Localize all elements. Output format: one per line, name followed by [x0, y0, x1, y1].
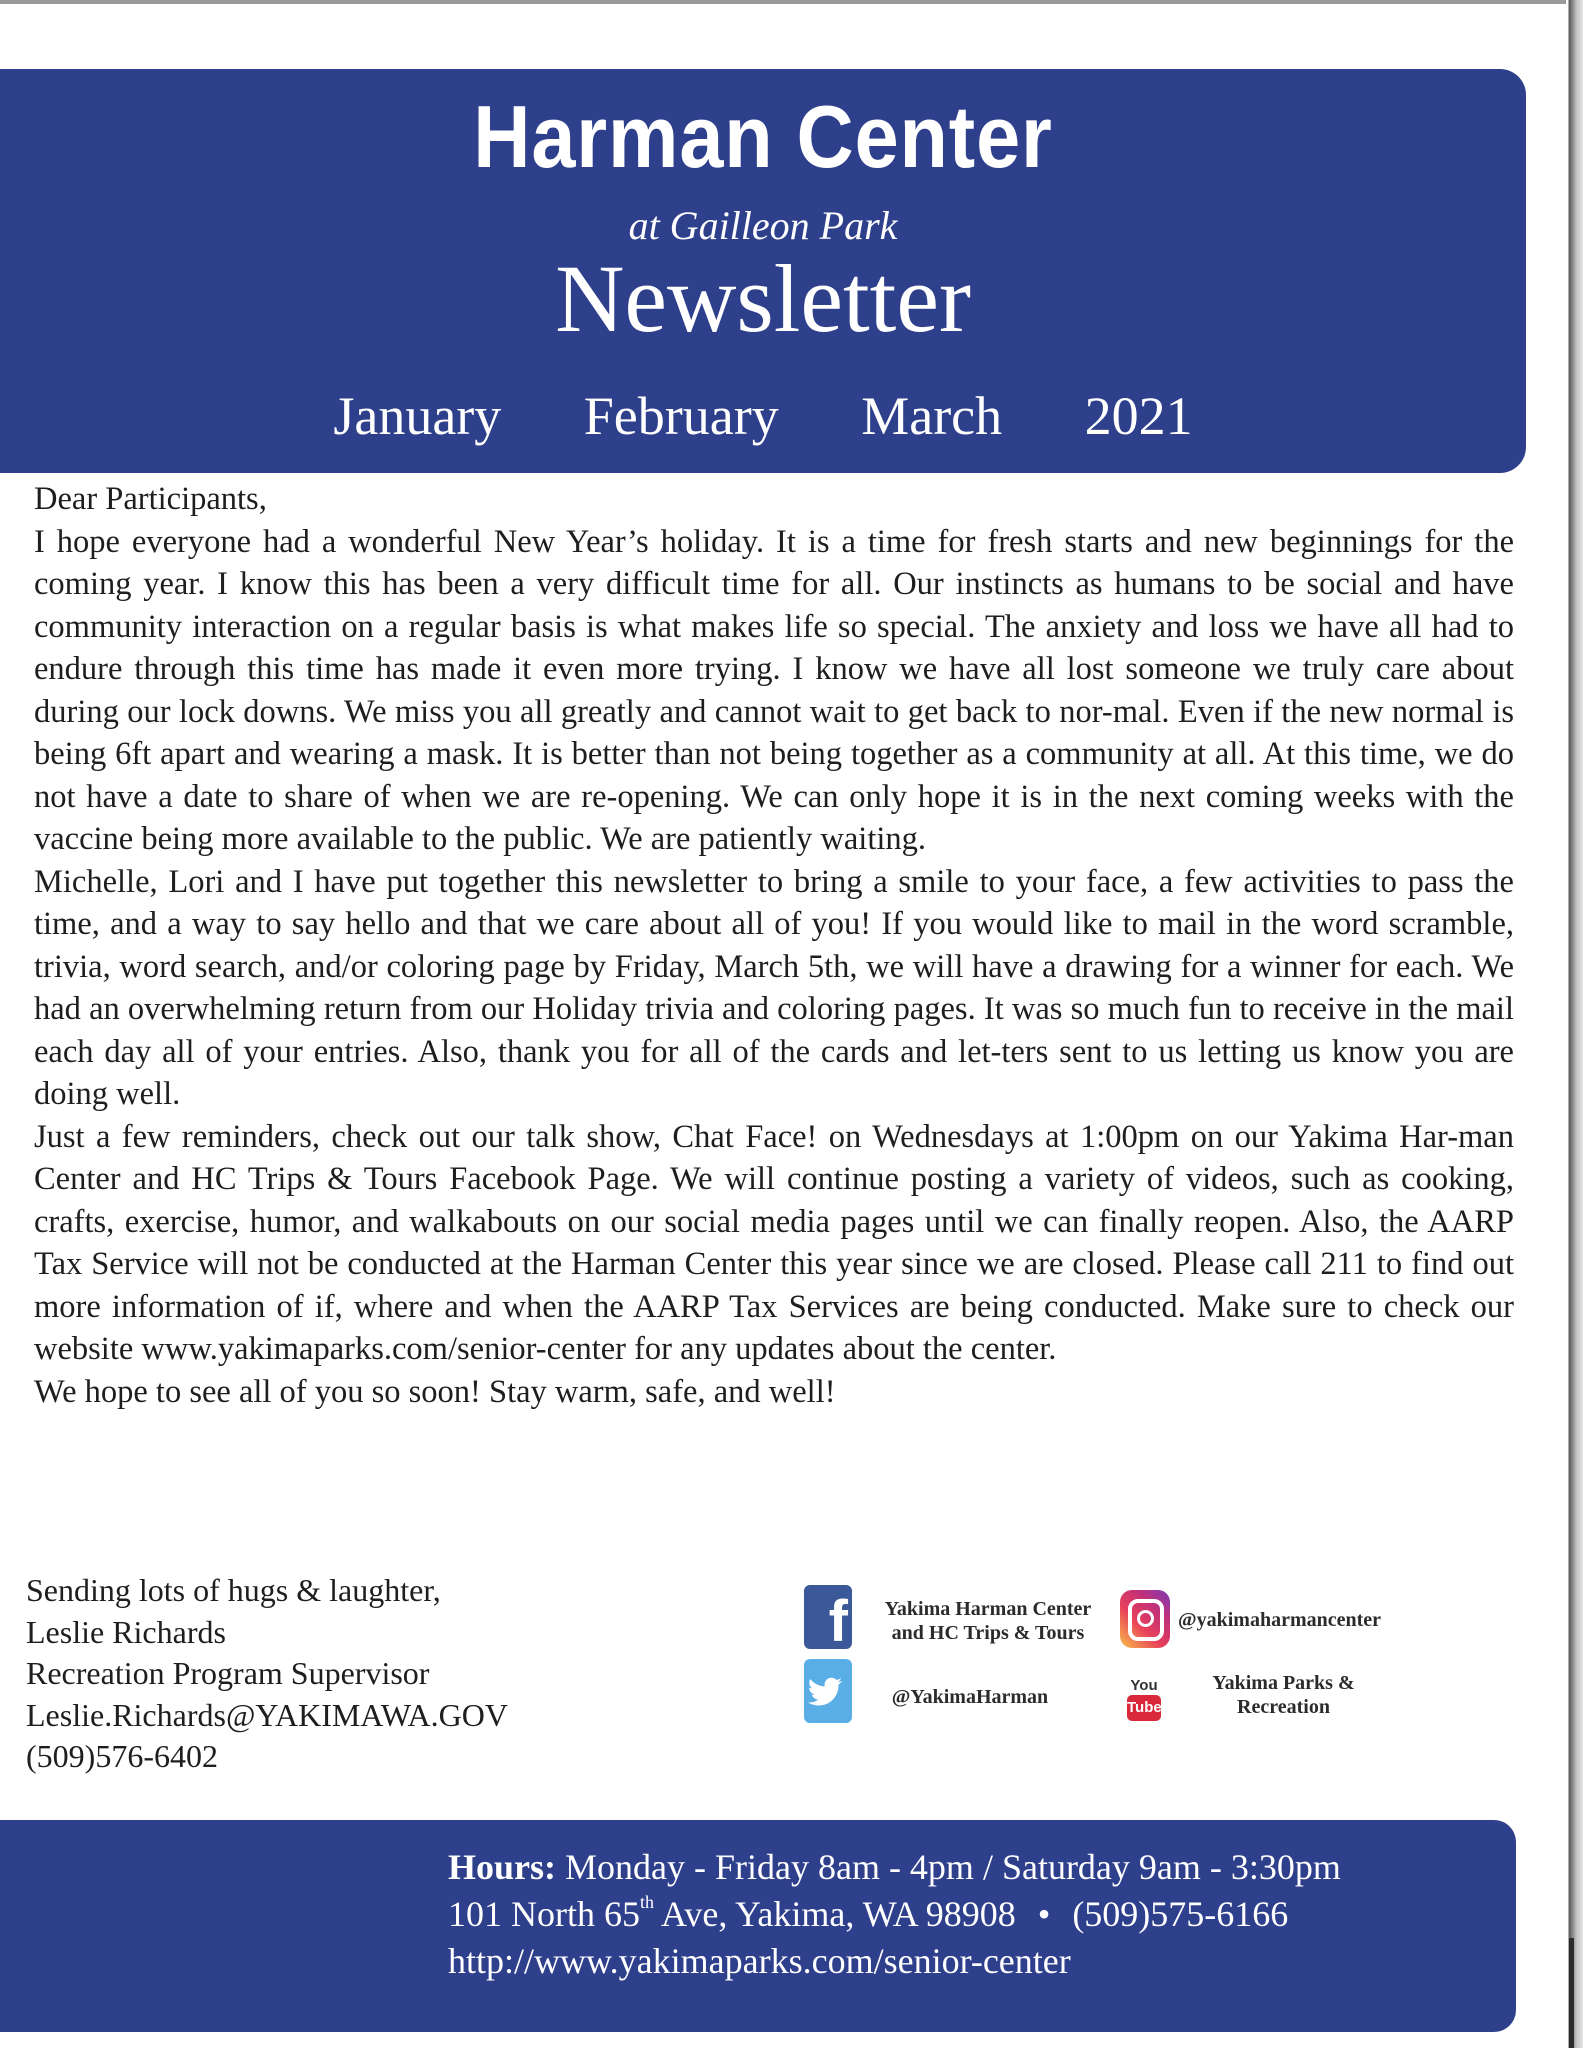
youtube-link[interactable] [1196, 1671, 1371, 1719]
youtube-icon-tube: Tube [1127, 1695, 1161, 1721]
facebook-link[interactable] [864, 1597, 1112, 1645]
facebook-label-line1: Yakima Harman Center [884, 1598, 1092, 1620]
masthead-subtitle: at Gailleon Park [628, 203, 898, 248]
letter-body [34, 478, 1514, 1413]
twitter-bird-glyph [804, 1659, 852, 1723]
masthead-title: Harman Center [473, 87, 1053, 186]
address-ordinal: th [640, 1892, 655, 1912]
address-line [448, 1891, 1341, 1938]
footer-info-band [0, 1820, 1516, 2032]
facebook-label-line2: and HC Trips & Tours [891, 1622, 1085, 1644]
letter-paragraph: Michelle, Lori and I have put together this newsletter to bring a smile to your face, a few activities to pass the time, and a way to say hello and that we care about all of you! If you would like to mail in the word scramble, trivia, word search, and/or coloring page by Friday, March 5th, we will have a drawing for a winner for each. We had an overwhelming return from our Holiday trivia and coloring pages. It was so much fun to receive in the mail each day all of your entries. Also, thank you for all of the cards and let-ters sent to us letting us know you are doing well. [34, 863, 1514, 1112]
address-city: Ave, Yakima, WA 98908 [654, 1894, 1016, 1934]
newsletter-heading: Newsletter [555, 245, 971, 352]
youtube-icon-you: You [1130, 1677, 1158, 1694]
signature-closing: Sending lots of hugs & laughter, [26, 1572, 441, 1608]
scan-edge-top [0, 0, 1583, 4]
scan-edge-shadow [1569, 1938, 1574, 2048]
signature-title: Recreation Program Supervisor [26, 1655, 430, 1691]
hours-value: Monday - Friday 8am - 4pm / Saturday 9am - 3:30pm [556, 1847, 1341, 1887]
issue-date: January February March 2021 [333, 386, 1193, 446]
youtube-icon[interactable] [1124, 1678, 1164, 1723]
letter-salutation: Dear Participants, [34, 481, 267, 517]
letter-paragraph: I hope everyone had a wonderful New Year’s holiday. It is a time for fresh starts and new beginnings for the coming year. I know this has been a very difficult time for all. Our instincts as humans to be social and have community interaction on a regular basis is what makes life so special. The anxiety and loss we have all had to endure through this time has made it even more trying. I know we have all lost someone we truly care about during our lock downs. We miss you all greatly and cannot wait to get back to nor-mal. Even if the new normal is being 6ft apart and wearing a mask. It is better than not being together as a community at all. At this time, we do not have a date to share of when we are re-opening. We can only hope it is in the next coming weeks with the vaccine being more available to the public. We are patiently waiting. [34, 523, 1514, 857]
scan-edge-right [1566, 0, 1583, 2048]
twitter-handle[interactable]: @YakimaHarman [891, 1686, 1049, 1708]
center-phone: (509)575-6166 [1072, 1894, 1289, 1934]
social-media-block [804, 1585, 1424, 1718]
facebook-icon[interactable]: f [804, 1585, 852, 1649]
website-url[interactable]: http://www.yakimaparks.com/senior-center [448, 1941, 1071, 1981]
hours-label: Hours: [448, 1847, 556, 1887]
hours-line [448, 1844, 1341, 1891]
masthead [0, 69, 1526, 473]
instagram-handle[interactable]: @yakimaharmancenter [1178, 1609, 1382, 1631]
signature-block [26, 1570, 508, 1778]
youtube-label-line1: Yakima Parks & [1212, 1672, 1355, 1694]
instagram-icon[interactable] [1120, 1590, 1170, 1648]
letter-paragraph: We hope to see all of you so soon! Stay warm, safe, and well! [34, 1373, 836, 1410]
bullet-separator: • [1037, 1894, 1051, 1934]
youtube-label-line2: Recreation [1237, 1696, 1330, 1718]
letter-paragraph: Just a few reminders, check out our talk show, Chat Face! on Wednesdays at 1:00pm on our Yakima Har-man Center and HC Trips & Tours Facebook Page. We will continue posting a variety of videos, such as cooking, crafts, exercise, humor, and walkabouts on our social media pages until we can finally reopen. Also, the AARP Tax Service will not be conducted at the Harman Center this year since we are closed. Please call 211 to find out more information of if, where and when the AARP Tax Services are being conducted. Make sure to check our website www.yakimaparks.com/senior-center for any updates about the center. [34, 1118, 1514, 1367]
address-street: 101 North 65 [448, 1894, 640, 1934]
signature-name: Leslie Richards [26, 1613, 226, 1650]
signature-email[interactable]: Leslie.Richards@YAKIMAWA.GOV [26, 1696, 508, 1733]
twitter-icon[interactable] [804, 1659, 852, 1723]
signature-phone: (509)576-6402 [26, 1738, 218, 1774]
